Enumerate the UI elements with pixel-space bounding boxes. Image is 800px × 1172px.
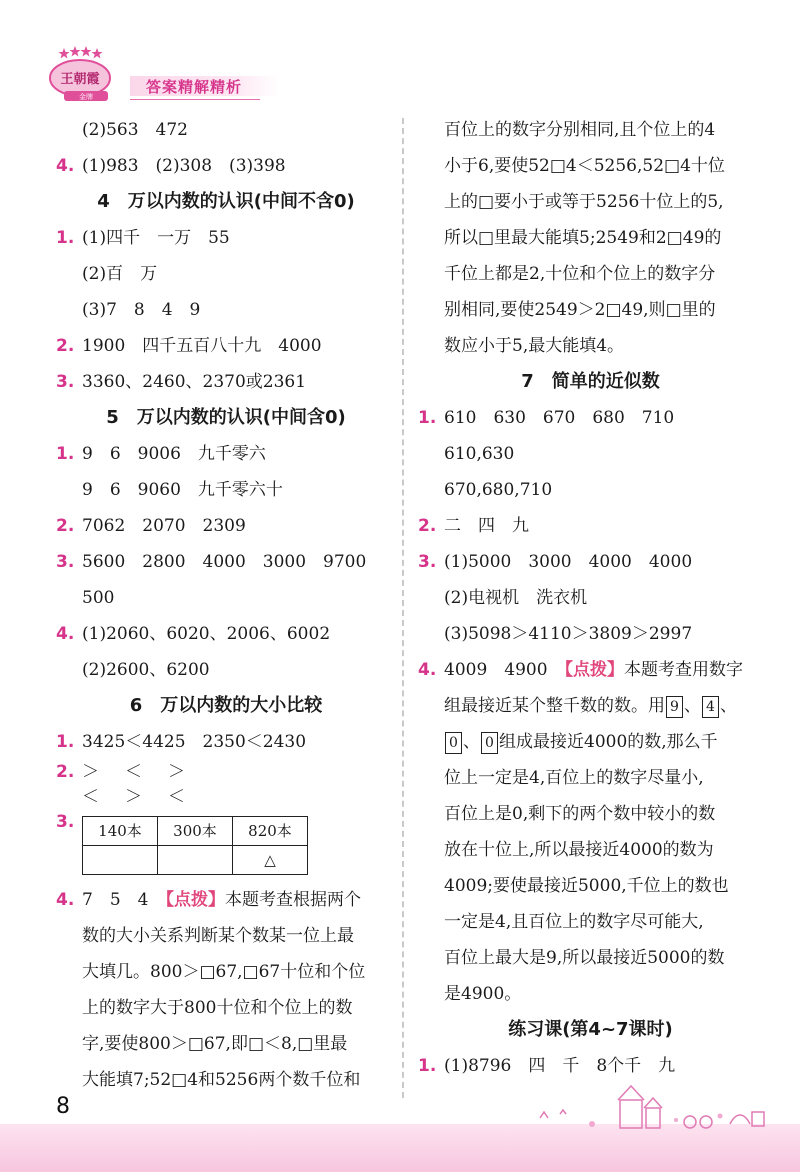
page-number: 8 (56, 1094, 70, 1119)
answer-line: (2)563 472 (82, 120, 188, 140)
answer-line: 放在十位上,所以最接近4000的数为 (444, 840, 714, 860)
table-header-cell: 300本 (158, 817, 233, 846)
answer-line: 1. 9 6 9006 九千零六 (56, 444, 266, 464)
left-column (56, 112, 396, 1098)
answer-line: 百位上的数字分别相同,且个位上的4 (444, 120, 716, 140)
answer-line: 610,630 (444, 444, 515, 464)
answer-line: 670,680,710 (444, 480, 553, 500)
answer-line: 一定是4,且百位上的数字尽可能大, (444, 912, 704, 932)
answer-line: 字,要使800＞□67,即□＜8,□里最 (82, 1034, 348, 1054)
hint-label: 【点拨】 (564, 660, 625, 680)
answer-line: 2. 1900 四千五百八十九 4000 (56, 336, 322, 356)
answer-line: 百位上最大是9,所以最接近5000的数 (444, 948, 725, 968)
answer-line: 别相同,要使2549＞2□49,则□里的 (444, 300, 716, 320)
section-title: 练习课(第4~7课时) (508, 1019, 673, 1040)
answer-line: 3. 5600 2800 4000 3000 9700 (56, 552, 367, 572)
logo-subtext: 金牌 (79, 93, 93, 101)
castle-decoration-icon (530, 1078, 770, 1134)
digit-card: 0 (445, 732, 462, 754)
answer-line: 组最接近某个整千数的数。用 9 、 4 、 (444, 696, 737, 716)
answer-line: 4. (1)983 (2)308 (3)398 (56, 156, 286, 176)
answer-line: 2. 7062 2070 2309 (56, 516, 246, 536)
page-header-title: 答案精解精析 (146, 78, 243, 96)
answer-line: 小于6,要使52□4＜5256,52□4十位 (444, 156, 725, 176)
hint-label: 【点拨】 (165, 890, 225, 910)
answer-line: 4. 7 5 4 【点拨】本题考查根据两个 (56, 890, 361, 910)
answer-line: 4009;要使最接近5000,千位上的数也 (444, 876, 729, 896)
answer-line: 大能填7;52□4和5256两个数千位和 (82, 1070, 361, 1090)
section-title: 4 万以内数的认识(中间不含0) (97, 191, 355, 212)
answer-line: 2. 二 四 九 (418, 516, 529, 536)
answer-line: (2)电视机 洗衣机 (444, 588, 588, 608)
right-column (418, 112, 763, 1084)
answer-line: 0 、 0 组成最接近4000的数,那么千 (418, 724, 763, 760)
answer-line: 大填几。800＞□67,□67十位和个位 (82, 962, 366, 982)
answer-line: 3. 140本 300本 820本 △ (56, 810, 396, 882)
answer-line: 9 6 9060 九千零六十 (82, 480, 283, 500)
digit-card: 0 (481, 732, 498, 754)
table-header-cell: 820本 (233, 817, 308, 846)
answer-line: 500 (82, 588, 115, 608)
logo-text: 王朝霞 (60, 72, 100, 87)
answer-line: 1. (1)8796 四 千 8个千 九 (418, 1056, 676, 1076)
table-cell: △ (233, 846, 308, 875)
answer-table (82, 816, 308, 875)
answer-line: 是4900。 (444, 984, 522, 1004)
digit-card: 4 (702, 696, 719, 718)
answer-line: (2)百 万 (82, 264, 158, 284)
digit-card: 9 (666, 696, 683, 718)
answer-line: 1. (1)四千 一万 55 (56, 228, 230, 248)
answer-line: 数应小于5,最大能填4。 (444, 336, 625, 356)
column-divider (402, 118, 404, 1098)
answer-line: 1. 3425＜4425 2350＜2430 (56, 732, 307, 752)
answer-line: 1. 610 630 670 680 710 (418, 408, 675, 428)
answer-line: 所以□里最大能填5;2549和2□49的 (444, 228, 722, 248)
answer-line: 4. (1)2060、6020、2006、6002 (56, 624, 331, 644)
answer-line: (3)5098＞4110＞3809＞2997 (444, 624, 693, 644)
answer-line: 数的大小关系判断某个数某一位上最 (82, 926, 354, 946)
brand-logo (44, 44, 140, 102)
answer-line: 4. 4009 4900 【点拨】本题考查用数字 (418, 660, 744, 680)
answer-line: ＜＞＜ (82, 787, 211, 807)
section-title: 7 简单的近似数 (521, 371, 660, 392)
header-underline (130, 99, 260, 100)
answer-line: 百位上是0,剩下的两个数中较小的数 (444, 804, 716, 824)
answer-line: 上的数字大于800十位和个位上的数 (82, 998, 353, 1018)
answer-line: 2. ＞＜＞ (56, 762, 211, 782)
table-cell (158, 846, 233, 875)
answer-line: 千位上都是2,十位和个位上的数字分 (444, 264, 716, 284)
section-title: 6 万以内数的大小比较 (129, 695, 323, 716)
answer-line: 上的□要小于或等于5256十位上的5, (444, 192, 724, 212)
answer-line: 3. 3360、2460、2370或2361 (56, 372, 307, 392)
answer-line: 3. (1)5000 3000 4000 4000 (418, 552, 693, 572)
answer-line: (2)2600、6200 (82, 660, 210, 680)
answer-line: (3)7 8 4 9 (82, 300, 201, 320)
answer-line: 位上一定是4,百位上的数字尽量小, (444, 768, 704, 788)
table-cell (83, 846, 158, 875)
table-header-cell: 140本 (83, 817, 158, 846)
section-title: 5 万以内数的认识(中间含0) (106, 407, 346, 428)
